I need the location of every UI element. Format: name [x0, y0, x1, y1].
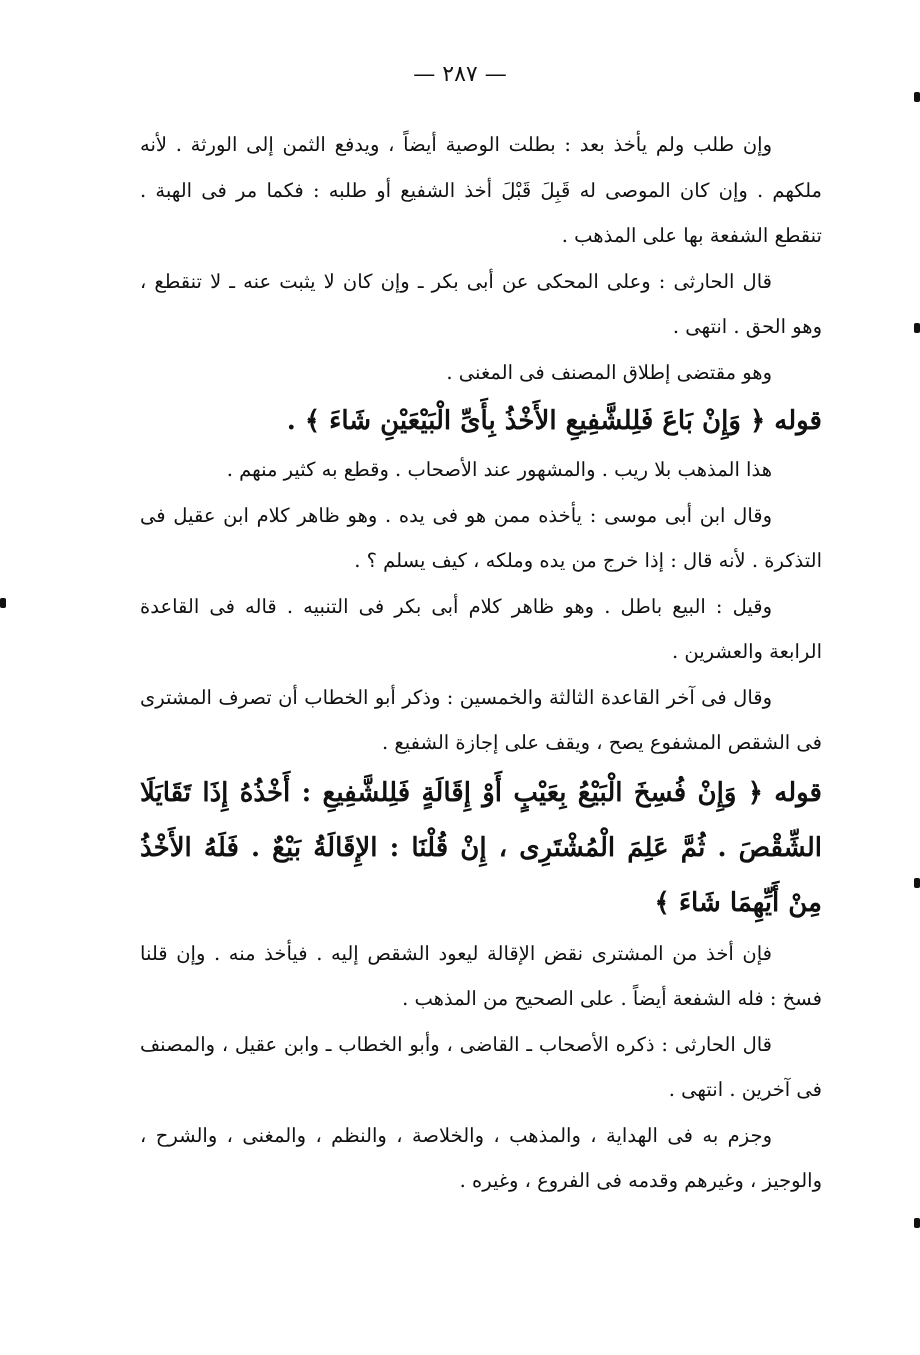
paragraph-4: هذا المذهب بلا ريب . والمشهور عند الأصحاب . وقطع به كثير منهم . [226, 458, 772, 481]
page-number: — ٢٨٧ — [413, 62, 507, 87]
scan-margin-mark [914, 878, 920, 888]
scan-margin-mark [914, 323, 920, 333]
scan-margin-mark [914, 1218, 920, 1228]
quote-text: ﴿ وَإِنْ فُسِخَ الْبَيْعُ بِعَيْبٍ أَوْ إِقَالَةٍ فَلِلشَّفِيعِ : أَخْذُهُ إِذَا تَقَايَلَا الشِّقْصَ . ثُمَّ عَلِمَ الْمُشْتَرِى ، إِنْ قُلْنَا : الإِقَالَةُ بَيْعٌ . فَلَهُ الأَخْذُ مِنْ أَيِّهِمَا شَاءَ ﴾ [140, 777, 822, 918]
quote-label: قوله [774, 406, 822, 436]
paragraph-5: وقال ابن أبى موسى : يأخذه ممن هو فى يده . وهو ظاهر كلام ابن عقيل فى التذكرة . لأنه قال : إذا خرج من يده وملكه ، كيف يسلم ؟ . [140, 503, 822, 572]
paragraph-9: قال الحارثى : ذكره الأصحاب ـ القاضى ، وأبو الخطاب ـ وابن عقيل ، والمصنف فى آخرين . انتهى . [140, 1032, 822, 1101]
paragraph-1: وإن طلب ولم يأخذ بعد : بطلت الوصية أيضاً ، ويدفع الثمن إلى الورثة . لأنه ملكهم . وإن كان الموصى له قَبِلَ قَبْلَ أخذ الشفيع أو طلبه : فكما مر فى الهبة . تنقطع الشفعة بها على المذهب . [140, 133, 822, 247]
quote-label: قوله [774, 777, 822, 808]
quoted-matn-1 [140, 395, 822, 447]
scan-margin-mark [0, 598, 6, 608]
paragraph-2: قال الحارثى : وعلى المحكى عن أبى بكر ـ وإن كان لا يثبت عنه ـ لا تنقطع ، وهو الحق . انتهى . [140, 269, 822, 338]
paragraph-6: وقيل : البيع باطل . وهو ظاهر كلام أبى بكر فى التنبيه . قاله فى القاعدة الرابعة والعشرين . [140, 594, 822, 663]
quote-text: ﴿ وَإِنْ بَاعَ فَلِلشَّفِيعِ الأَخْذُ بِأَىِّ الْبَيْعَيْنِ شَاءَ ﴾ . [286, 406, 766, 436]
paragraph-8: فإن أخذ من المشترى نقض الإقالة ليعود الشقص إليه . فيأخذ منه . وإن قلنا فسخ : فله الشفعة أيضاً . على الصحيح من المذهب . [140, 941, 822, 1010]
paragraph-10: وجزم به فى الهداية ، والمذهب ، والخلاصة ، والنظم ، والمغنى ، والشرح ، والوجيز ، وغيرهم وقدمه فى الفروع ، وغيره . [140, 1123, 822, 1192]
quoted-matn-2 [140, 766, 822, 931]
paragraph-3: وهو مقتضى إطلاق المصنف فى المغنى . [446, 360, 772, 384]
page-body [140, 122, 822, 1204]
scan-margin-mark [914, 92, 920, 102]
paragraph-7: وقال فى آخر القاعدة الثالثة والخمسين : وذكر أبو الخطاب أن تصرف المشترى فى الشقص المشفوع يصح ، ويقف على إجازة الشفيع . [140, 685, 822, 754]
